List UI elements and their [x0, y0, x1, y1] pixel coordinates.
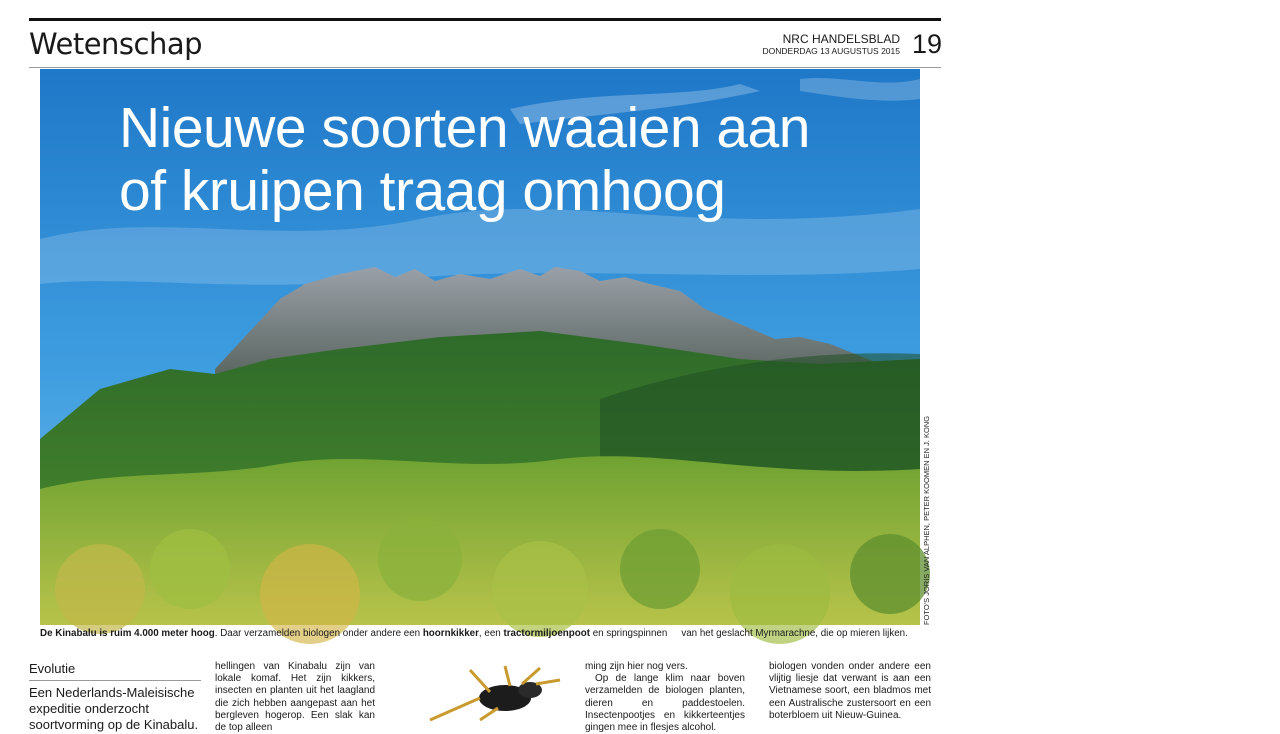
tree-crown — [620, 529, 700, 609]
article-column — [769, 661, 931, 720]
header-rule — [29, 67, 941, 68]
section-title: Wetenschap — [29, 27, 203, 61]
caption-text: . Daar verzamelden biologen onder andere een — [214, 628, 423, 639]
top-rule — [29, 18, 941, 21]
article-column — [215, 661, 375, 734]
paragraph: ming zijn hier nog vers. — [585, 661, 688, 672]
caption-highlight: hoornkikker — [422, 628, 479, 639]
rubric: Evolutie — [29, 661, 201, 681]
ant-mimic-spider-photo — [410, 662, 570, 720]
tree-crown — [492, 541, 588, 637]
masthead — [760, 32, 900, 57]
photo-credit: FOTO'S JORIS VAN ALPHEN, PETER KOOMEN EN J. KONG — [922, 415, 931, 625]
tree-crown — [850, 534, 930, 614]
paragraph: hellingen van Kinabalu zijn van lokale komaf. Het zijn kikkers, insecten en planten uit het laagland die zich hebben aangepast aan het bergleven hogerop. Een slak kan de top alleen — [215, 661, 375, 734]
caption-highlight: tractormiljoenpoot — [503, 628, 590, 639]
headline — [119, 97, 839, 223]
issue-date: DONDERDAG 13 AUGUSTUS 2015 — [762, 46, 900, 56]
page-number: 19 — [912, 29, 943, 59]
tree-crown — [150, 529, 230, 609]
article-lead: Een Nederlands-Maleisische expeditie onderzocht soortvorming op de Kinabalu. — [29, 685, 199, 732]
headline-line: Nieuwe soorten waaien aan — [119, 96, 810, 160]
caption-lead: De Kinabalu is ruim 4.000 meter hoog — [40, 628, 215, 639]
mountain-photo — [40, 69, 920, 625]
caption-text: van het geslacht Myrmarachne, die op mieren lijken. — [681, 628, 908, 639]
paragraph: biologen vonden onder andere een vlijtig liesje dat verwant is aan een Vietnamese soort, een bladmos met een Australische zustersoort en een boterbloem uit Nieuw-Guinea. — [769, 661, 931, 721]
paragraph: Op de lange klim naar boven verzamelden de biologen planten, dieren en paddestoelen. Insectenpootjes en kikkerteentjes gingen mee in flesjes alcohol. — [585, 673, 745, 734]
photo-caption — [40, 627, 920, 640]
tree-crown — [55, 544, 145, 634]
article-intro — [29, 661, 201, 732]
tree-crown — [378, 517, 462, 601]
headline-line: of kruipen traag omhoog — [119, 159, 726, 223]
caption-text: en springspinnen — [589, 628, 668, 639]
article-column — [585, 661, 745, 734]
caption-text: , een — [478, 628, 504, 639]
paper-name: NRC HANDELSBLAD — [782, 32, 900, 46]
